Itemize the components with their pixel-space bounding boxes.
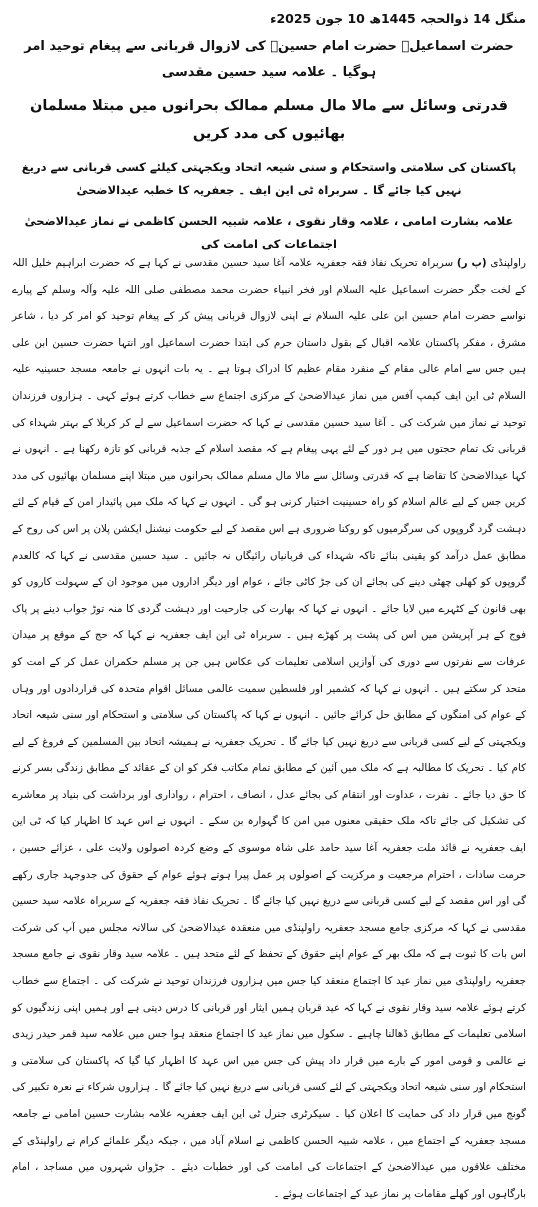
headline-imams: علامہ بشارت امامی ، علامہ وقار نقوی ، علامہ شبیہ الحسن کاظمی نے نماز عیدالاضحیٰ اجتماعات کی امامت کی [24,214,514,251]
dateline: منگل 14 ذوالحجہ 1445ھ 10 جون 2025ء [270,11,526,26]
article-source: (پ ر) [456,257,487,269]
headline-main: حضرت اسماعیلؑ حضرت امام حسینؑ کی لازوال قربانی سے پیغام توحید امر ہوگیا ۔ علامہ سید حسین مقدسی [24,39,514,80]
headline-subheading: پاکستان کی سلامتی واستحکام و سنی شیعہ اتحاد ویکجہتی کیلئے کسی قربانی سے دریغ نہیں کیا جائے گا ۔ سربراہ ٹی این ایف ۔ جعفریہ کا خطبہ عیدالاضحیٰ [21,160,517,197]
article-body [12,250,526,1200]
article-paragraph [12,250,526,1207]
article-city: راولپنڈی [490,257,526,269]
article-text: سربراہ تحریک نفاذ فقہ جعفریہ علامہ آغا سید حسین مقدسی نے کہا ہے کہ حضرت ابراہیم خلیل اللہ کے لخت جگر حضرت اسماعیل علیہ السلام اور فخر انبیاء حضرت محمد مصطفی صلی اللہ علیہ وآلہ وسلم کے پیارے نواسے حضرت امام حسین ابن علی علیہ السلام نے اپنی لازوال قربانی پیش کر کے پیغام توحید کو امر کر دیا ، شاعر مشرق ، مفکر پاکستان علامہ اقبال کے بقول داستان حرم کی ابتدا حضرت اسماعیل اور انتہا حضرت حسین ابن علی ہیں جس سے امام عالی مقام کے منفرد مقام عظیم کا ادراک ہوتا ہے ۔ یہ بات انہوں نے جامعہ مسجد حسینیہ علیہ السلام ٹی این ایف کیمپ آفس میں نماز عیدالاضحیٰ کے مرکزی اجتماع سے خطاب کرتے ہوئے کہی ۔ ہزاروں فرزندان توحید نے نماز میں شرکت کی ۔ آغا سید حسین مقدسی نے کہا کہ حضرت اسماعیل سے لے کر کربلا کے بہتر شہداء کی قربانی تک تمام حجتوں میں ہر دور کے لئے یہی پیغام ہے کہ مقصد اسلام کے جذبہ قربانی کو تازہ رکھنا ہے ۔ انہوں نے کہا عیدالاضحیٰ کا تقاضا ہے کہ قدرتی وسائل سے مالا مال مسلم ممالک بحرانوں میں مبتلا اپنے مسلمان بھائیوں کی مدد کریں جس کے لیے عالم اسلام کو راہ حسینیت اختیار کرنی ہو گی ۔ انہوں نے کہا کہ ملک میں پائیدار امن کے قیام کے لئے دہشت گرد گروپوں کی سرگرمیوں کو روکنا ضروری ہے اس مقصد کے لیے حکومت نیشنل ایکشن پلان پر اس کی روح کے مطابق عمل درآمد کو یقینی بنائے تاکہ شہداء کی قربانیاں رائیگاں نہ جائیں ۔ سید حسین مقدسی نے کہا کہ کالعدم گروپوں کو کھلی چھٹی دینے کی بجائے ان کی جڑ کاٹی جائے ، عوام اور دیگر اداروں میں موجود ان کے سہولت کاروں کو بھی قانون کے کٹہرے میں لایا جائے ۔ انہوں نے کہا کہ بھارت کی جارحیت اور دہشت گردی کا منہ توڑ جواب دینے پر پاک فوج کے ہر آپریشن میں اس کی پشت پر کھڑے ہیں ۔ سربراہ ٹی این ایف جعفریہ نے کہا کہ حج کے موقع پر میدان عرفات سے نفرتوں سے دوری کی آوازیں اسلامی تعلیمات کی عکاس ہیں جن پر مسلم حکمران عمل کر کے امت کو متحد کر سکتے ہیں ۔ انہوں نے کہا کہ کشمیر اور فلسطین سمیت عالمی مسائل اقوام متحدہ کی قراردادوں اور وہاں کے عوام کی امنگوں کے مطابق حل کرائے جائیں ۔ انہوں نے کہا کہ پاکستان کی سلامتی و استحکام اور سنی شیعہ اتحاد ویکجہتی کے لیے کسی قربانی سے دریغ نہیں کیا جائے گا ۔ تحریک جعفریہ نے ہمیشہ اتحاد بین المسلمین کے فروغ کے لیے کام کیا ۔ تحریک کا مطالبہ ہے کہ ملک میں آئین کے مطابق تمام مکاتب فکر کو ان کے عقائد کے مطابق زندگی بسر کرنے کا حق دیا جائے ۔ نفرت ، عداوت اور انتقام کی بجائے عدل ، انصاف ، احترام ، رواداری اور برداشت کی بنیاد پر معاشرے کی تشکیل کی جائے تاکہ ملک حقیقی معنوں میں امن کا گہوارہ بن سکے ۔ انہوں نے اس عہد کا اظہار کیا کہ ٹی این ایف جعفریہ نے قائد ملت جعفریہ آغا سید حامد علی شاہ موسوی کے وضع کردہ اصولوں ولایت علی ، عزائے حسین ، حرمت سادات ، احترام مرجعیت و مرکزیت کے اصولوں پر عمل پیرا ہوتے ہوئے عوام کے حقوق کی جدوجہد جاری رکھے گی اور اس مقصد کے لیے کسی قربانی سے دریغ نہیں کیا جائے گا ۔ تحریک نفاذ فقہ جعفریہ کے سربراہ علامہ سید حسین مقدسی نے کہا کہ مرکزی جامع مسجد جعفریہ راولپنڈی میں منعقدہ عیدالاضحیٰ کی سالانہ مجلس میں آپ کی شرکت اس بات کا ثبوت ہے کہ ملک بھر کے عوام اپنے حقوق کے تحفظ کے لئے متحد ہیں ۔ علامہ سید وقار نقوی نے جامع مسجد جعفریہ راولپنڈی میں نماز عید کا اجتماع منعقد کیا جس میں ہزاروں فرزندان توحید نے شرکت کی ۔ اجتماع سے خطاب کرتے ہوئے علامہ سید وقار نقوی نے کہا کہ عید قربان ہمیں ایثار اور قربانی کا درس دیتی ہے اور ہمیں اپنی زندگیوں کو اسلامی تعلیمات کے مطابق ڈھالنا چاہیے ۔ سکول میں نماز عید کا اجتماع منعقد ہوا جس میں علامہ سید قمر حیدر زیدی نے عالمی و قومی امور کے بارے میں قرار داد پیش کی جس میں اس عہد کا اظہار کیا گیا کہ پاکستان کی سلامتی و استحکام اور سنی شیعہ اتحاد ویکجہتی کے لئے کسی قربانی سے دریغ نہیں کیا جائے گا ۔ ہزاروں شرکاء نے نعرہ تکبیر کی گونج میں قرار داد کی حمایت کا اعلان کیا ۔ سیکرٹری جنرل ٹی این ایف جعفریہ علامہ بشارت حسین امامی نے جامعہ مسجد جعفریہ کے اجتماع میں ، علامہ شبیہ الحسن کاظمی نے اسلام آباد میں ، جبکہ دیگر علمائے کرام نے راولپنڈی کے مختلف علاقوں میں عیدالاضحیٰ کے اجتماعات کی امامت کی اور خطبات دیئے ۔ جڑواں شہروں میں مساجد ، امام بارگاہوں اور کھلے مقامات پر نماز عید کے اجتماعات ہوئے ۔ [12,257,526,1200]
headline-block [16,34,522,251]
headline-secondary: قدرتی وسائل سے مالا مال مسلم ممالک بحرانوں میں مبتلا مسلمان بھائیوں کی مدد کریں [29,98,509,142]
